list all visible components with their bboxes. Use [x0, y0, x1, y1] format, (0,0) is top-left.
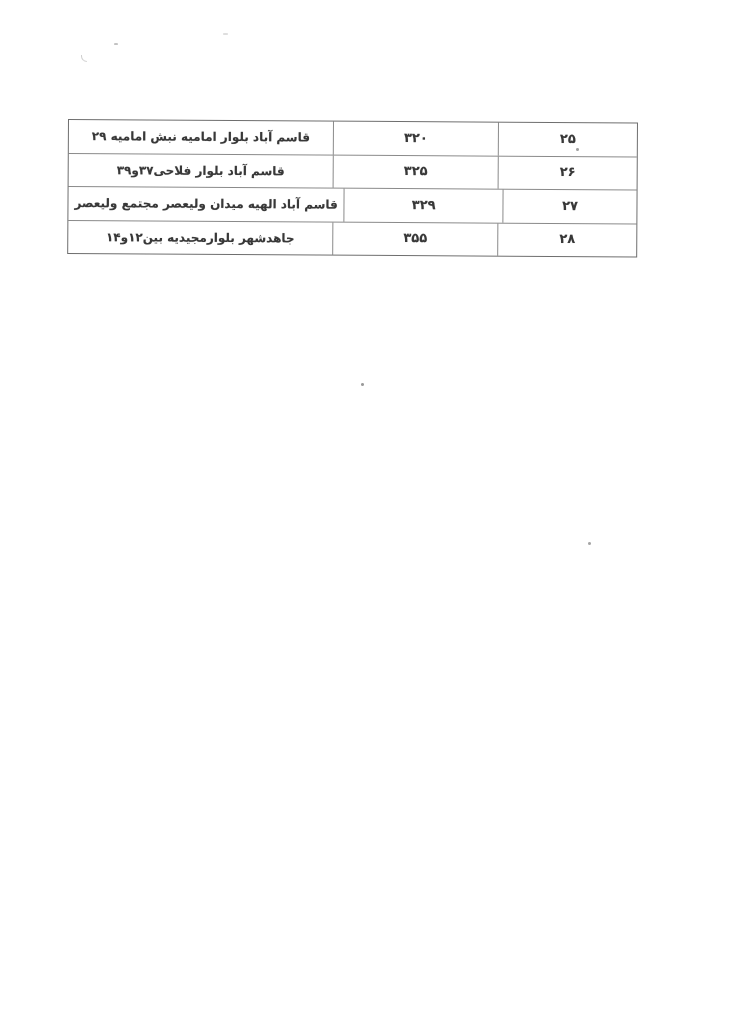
scan-speck: [361, 383, 364, 386]
scan-speck: [576, 148, 579, 151]
code-cell: ۳۲۹: [344, 189, 503, 222]
scan-speck: [81, 55, 87, 62]
scan-speck: [223, 33, 228, 35]
code-cell: ۳۵۵: [332, 222, 497, 256]
code-cell: ۳۲۵: [333, 155, 498, 189]
scan-speck: [588, 542, 591, 545]
table-row: [68, 186, 636, 223]
locations-table: [67, 119, 638, 257]
code-cell: ۳۲۰: [333, 122, 498, 156]
address-cell: قاسم آباد الهیه میدان ولیعصر مجتمع ولیعصر: [74, 196, 338, 212]
address-cell: قاسم آباد بلوار امامیه نبش امامیه ۲۹: [91, 129, 311, 145]
row-number-cell: ۲۶: [498, 156, 637, 189]
address-cell: جاهدشهر بلوارمجیدیه بین۱۲و۱۴: [105, 229, 295, 246]
table-row: [69, 153, 637, 190]
row-number-cell: ۲۷: [503, 190, 637, 223]
table-row: [69, 120, 637, 156]
row-number-cell: ۲۵: [498, 123, 637, 156]
address-cell: قاسم آباد بلوار فلاحی۳۷و۳۹: [116, 163, 285, 179]
scan-speck: [114, 43, 118, 45]
row-number-cell: ۲۸: [497, 223, 636, 256]
table-row: [68, 220, 636, 257]
